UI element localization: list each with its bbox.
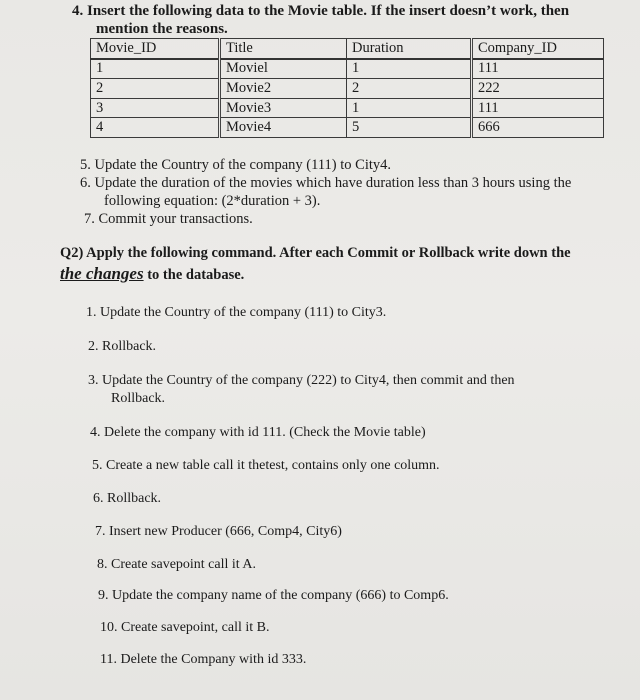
cell-duration: 1 xyxy=(347,98,472,118)
header-duration: Duration xyxy=(347,39,472,59)
command-10: 10. Create savepoint, call it B. xyxy=(100,620,270,635)
header-company-id: Company_ID xyxy=(472,39,604,59)
cell-title: Movie2 xyxy=(220,79,347,99)
command-11: 11. Delete the Company with id 333. xyxy=(100,652,307,667)
cell-duration: 2 xyxy=(347,79,472,99)
step-5: 5. Update the Country of the company (111) to City4. xyxy=(80,157,392,173)
cell-movie-id: 1 xyxy=(91,59,220,79)
cell-company-id: 111 xyxy=(472,59,604,79)
command-8: 8. Create savepoint call it A. xyxy=(97,557,257,572)
command-7: 7. Insert new Producer (666, Comp4, City6) xyxy=(95,524,342,539)
command-2: 2. Rollback. xyxy=(88,339,157,354)
command-3-continued: Rollback. xyxy=(111,391,166,406)
command-6: 6. Rollback. xyxy=(93,491,162,506)
table-header-row xyxy=(91,39,604,59)
cell-title: Movie3 xyxy=(220,98,347,118)
movie-table xyxy=(90,38,604,138)
question-4-heading: 4. Insert the following data to the Movie table. If the insert doesn’t work, then xyxy=(72,3,570,19)
question-2-heading: Q2) Apply the following command. After each Commit or Rollback write down the xyxy=(60,245,571,261)
the-changes-emphasis: the changes xyxy=(60,264,144,283)
cell-duration: 1 xyxy=(347,59,472,79)
command-4: 4. Delete the company with id 111. (Check the Movie table) xyxy=(90,425,426,440)
cell-company-id: 111 xyxy=(472,98,604,118)
cell-title: Moviel xyxy=(220,59,347,79)
table-row xyxy=(91,98,604,118)
step-6: 6. Update the duration of the movies which have duration less than 3 hours using the xyxy=(80,175,572,191)
table-row xyxy=(91,59,604,79)
cell-movie-id: 4 xyxy=(91,118,220,138)
cell-company-id: 222 xyxy=(472,79,604,99)
step-6-continued: following equation: (2*duration + 3). xyxy=(104,193,321,209)
cell-company-id: 666 xyxy=(472,118,604,138)
cell-movie-id: 3 xyxy=(91,98,220,118)
step-7: 7. Commit your transactions. xyxy=(84,211,253,227)
command-9: 9. Update the company name of the company (666) to Comp6. xyxy=(98,588,449,603)
question-2-heading-continued xyxy=(60,264,244,284)
command-5: 5. Create a new table call it thetest, contains only one column. xyxy=(92,458,440,473)
cell-title: Movie4 xyxy=(220,118,347,138)
table-row xyxy=(91,79,604,99)
table-row xyxy=(91,118,604,138)
header-movie-id: Movie_ID xyxy=(91,39,220,59)
question-4-heading-continued: mention the reasons. xyxy=(96,21,228,37)
command-1: 1. Update the Country of the company (111) to City3. xyxy=(86,305,387,320)
command-3: 3. Update the Country of the company (222) to City4, then commit and then xyxy=(88,373,515,388)
cell-movie-id: 2 xyxy=(91,79,220,99)
cell-duration: 5 xyxy=(347,118,472,138)
question-2-heading-tail: to the database. xyxy=(143,267,245,283)
header-title: Title xyxy=(220,39,347,59)
